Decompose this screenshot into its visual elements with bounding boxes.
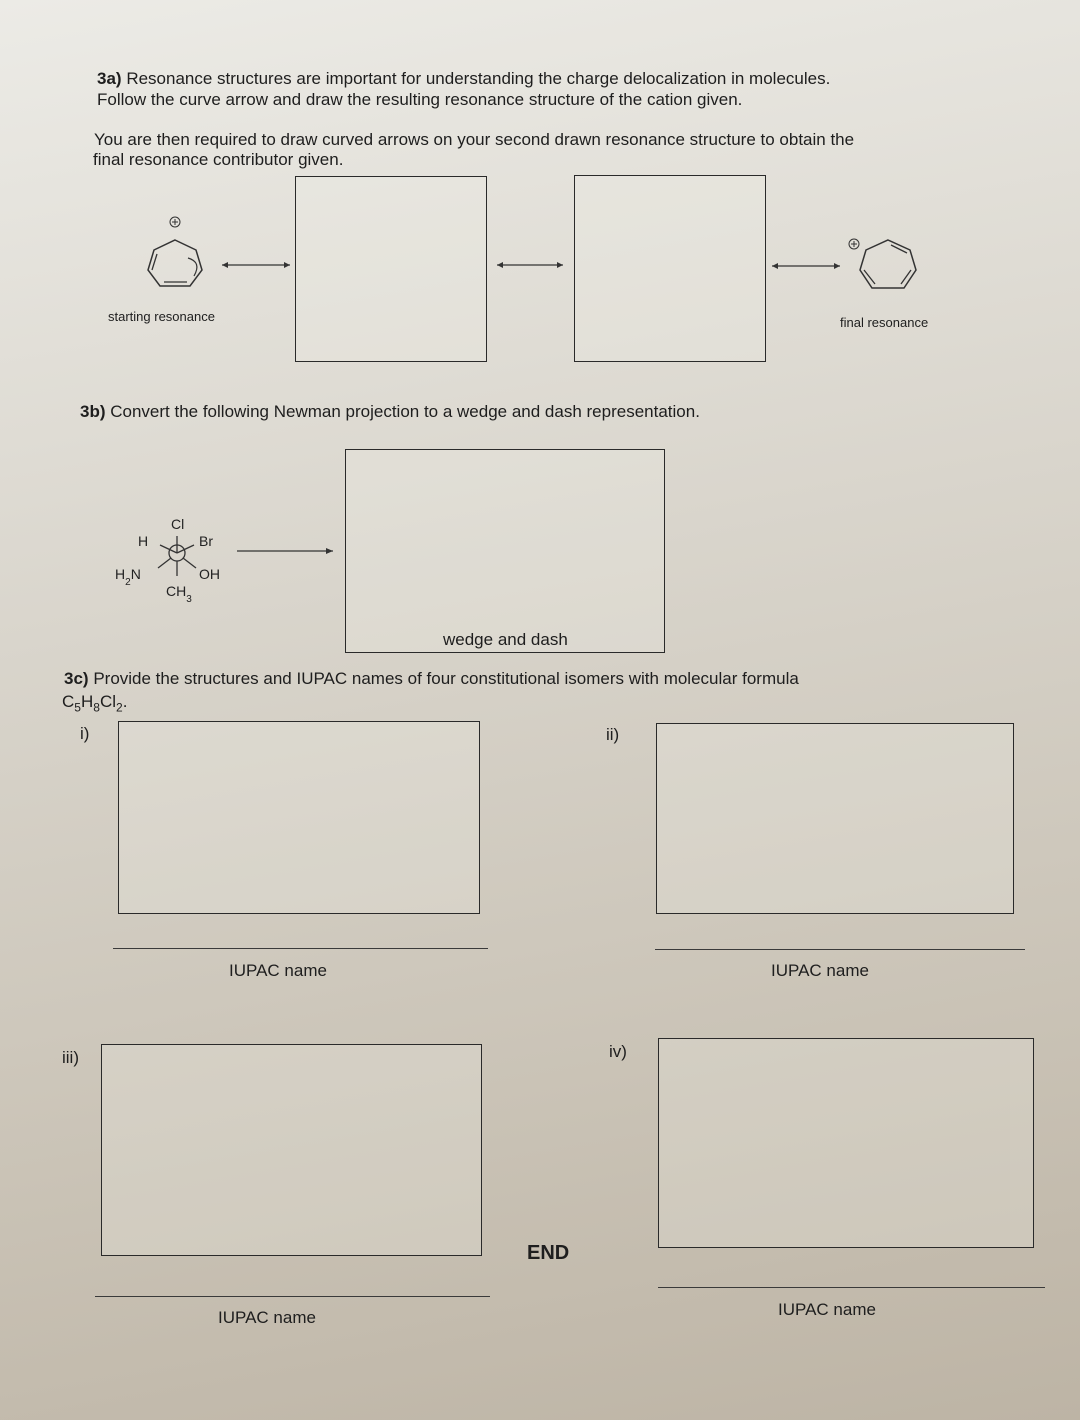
q3a-line1 [97, 69, 830, 89]
wedge-dash-answer-box[interactable] [345, 449, 665, 653]
newman-front-left: H [138, 533, 149, 549]
isomer-iv-name-line[interactable] [658, 1287, 1045, 1288]
resonance-answer-box-1[interactable] [295, 176, 487, 362]
isomer-iii-structure-box[interactable] [101, 1044, 482, 1256]
q3c-prompt [64, 669, 799, 689]
resonance-answer-box-2[interactable] [574, 175, 766, 362]
q3c-label: 3c) [64, 669, 89, 688]
q3c-text: Provide the structures and IUPAC names of four constitutional isomers with molecular formula [93, 669, 799, 688]
starting-resonance-label: starting resonance [108, 309, 215, 324]
isomer-iv-iupac-label: IUPAC name [778, 1300, 876, 1319]
isomer-iii-iupac-label: IUPAC name [218, 1308, 316, 1327]
q3a-line4: final resonance contributor given. [93, 150, 344, 169]
newman-projection [110, 510, 240, 605]
final-resonance-label: final resonance [840, 315, 929, 330]
isomer-i-numeral: i) [80, 724, 90, 743]
newman-front-top: Cl [171, 516, 185, 532]
newman-to-wedge-arrow [237, 546, 335, 556]
isomer-iii-numeral: iii) [62, 1048, 79, 1067]
starting-cation-structure [130, 210, 220, 300]
resonance-arrow-3 [772, 261, 842, 271]
isomer-i-name-line[interactable] [113, 948, 488, 949]
newman-front-right: Br [199, 533, 213, 549]
newman-back-bottom: $CH_3$ [166, 583, 192, 605]
isomer-i-structure-box[interactable] [118, 721, 480, 914]
resonance-arrow-1 [222, 260, 292, 270]
newman-back-right: OH [199, 566, 220, 582]
isomer-iv-numeral: iv) [609, 1042, 627, 1061]
q3b-text: Convert the following Newman projection to a wedge and dash representation. [110, 402, 700, 421]
isomer-ii-numeral: ii) [606, 725, 620, 744]
isomer-ii-iupac-label: IUPAC name [771, 961, 869, 980]
isomer-ii-structure-box[interactable] [656, 723, 1014, 914]
wedge-dash-label: wedge and dash [443, 630, 568, 649]
isomer-iv-structure-box[interactable] [658, 1038, 1034, 1248]
resonance-arrow-2 [497, 260, 565, 270]
isomer-iii-name-line[interactable] [95, 1296, 490, 1297]
newman-back-left: $H_2N$ [115, 566, 141, 588]
isomer-i-iupac-label: IUPAC name [229, 961, 327, 980]
q3b-label: 3b) [80, 402, 106, 421]
final-cation-structure [840, 232, 930, 302]
q3b-prompt [80, 402, 700, 422]
q3a-label: 3a) [97, 69, 122, 88]
q3a-line3: You are then required to draw curved arrows on your second drawn resonance structure to obtain the [94, 130, 855, 149]
q3a-line2: Follow the curve arrow and draw the resulting resonance structure of the cation given. [97, 90, 743, 109]
q3a-text: Resonance structures are important for understanding the charge delocalization in molecules. [126, 69, 831, 88]
isomer-ii-name-line[interactable] [655, 949, 1025, 950]
end-marker: END [527, 1242, 570, 1264]
molecular-formula: $C_5H_8Cl_2$. [62, 692, 128, 715]
